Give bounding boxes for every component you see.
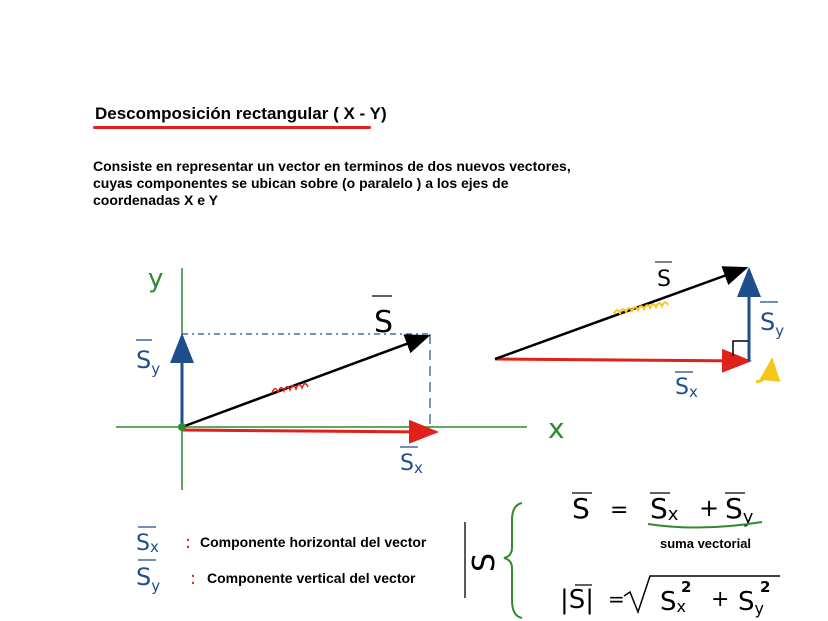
legend-vertical-label: Componente vertical del vector bbox=[207, 570, 416, 586]
y-axis-label: y bbox=[148, 264, 164, 294]
title-main: Descomposición rectangular bbox=[95, 104, 329, 123]
formula-s: S bbox=[572, 492, 590, 525]
legend-sy-symbol: $S_y$ bbox=[136, 563, 161, 595]
legend-symbols bbox=[136, 527, 196, 595]
legend-sy-colon: : bbox=[190, 568, 197, 589]
description-line: cuyas componentes se ubican sobre (o paralelo ) a los ejes de bbox=[93, 175, 509, 191]
x-axis-label: x bbox=[548, 412, 565, 445]
rotated-s-label: S bbox=[467, 552, 502, 572]
magnitude-term2-exponent: 2 bbox=[760, 578, 771, 596]
vector-s-arrow bbox=[182, 336, 428, 427]
legend-horizontal-label: Componente horizontal del vector bbox=[200, 534, 427, 550]
formula-equals: = bbox=[610, 498, 629, 523]
magnitude-plus: + bbox=[711, 587, 730, 612]
magnitude-lhs: |S| bbox=[560, 585, 595, 615]
magnitude-term2: Sy bbox=[738, 587, 764, 618]
vector-s-label: S bbox=[374, 305, 394, 340]
description-line: Consiste en representar un vector en terminos de dos nuevos vectores, bbox=[93, 158, 571, 174]
right-s-label: S bbox=[657, 267, 671, 292]
formula-block bbox=[465, 492, 780, 618]
formula-sx: Sx bbox=[650, 492, 679, 525]
origin-dot bbox=[178, 423, 186, 431]
magnitude-term1: Sx bbox=[660, 587, 686, 617]
left-diagram bbox=[116, 264, 565, 490]
right-sx-label: Sx bbox=[675, 375, 698, 401]
angle-squiggle bbox=[272, 384, 308, 393]
title-suffix: ( X - Y) bbox=[333, 104, 387, 123]
legend-sx-colon: : bbox=[185, 532, 192, 553]
description-line: coordenadas X e Y bbox=[93, 192, 219, 208]
magnitude-equals: = bbox=[608, 587, 625, 611]
legend-sx-symbol: Sx bbox=[136, 531, 159, 556]
right-vector-sx-arrow bbox=[495, 359, 749, 361]
vector-sx-arrow bbox=[182, 430, 436, 432]
right-sy-label: $S_y$ bbox=[760, 308, 785, 340]
sx-label: Sx bbox=[400, 451, 423, 477]
formula-caption: suma vectorial bbox=[660, 536, 752, 551]
sy-label: $S_y$ bbox=[136, 346, 161, 378]
formula-sy: Sy bbox=[725, 492, 754, 528]
green-brace bbox=[504, 503, 522, 618]
rotation-arrow bbox=[756, 360, 772, 382]
rotated-s-vector bbox=[465, 522, 502, 598]
magnitude-term1-exponent: 2 bbox=[681, 578, 692, 596]
right-diagram bbox=[495, 262, 784, 401]
right-angle-mark bbox=[733, 341, 748, 356]
formula-plus: + bbox=[699, 494, 720, 522]
